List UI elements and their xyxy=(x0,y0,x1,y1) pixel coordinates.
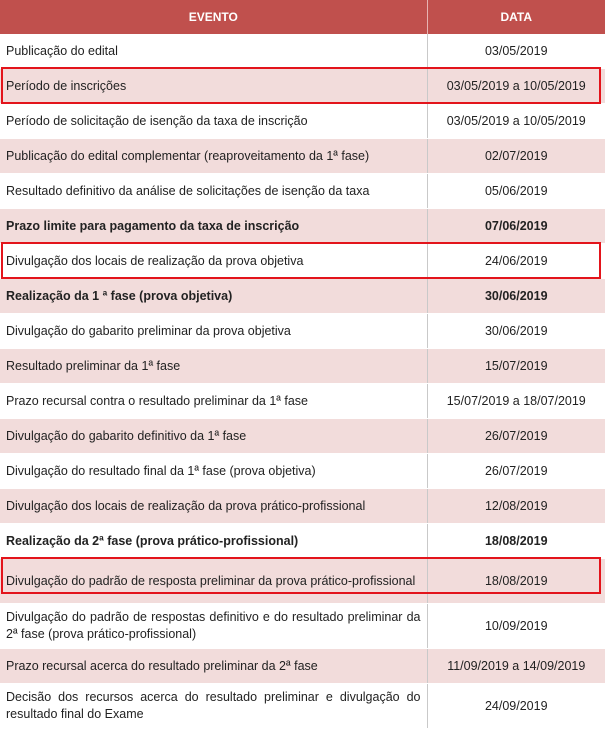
date-cell: 18/08/2019 xyxy=(427,524,605,559)
table-row xyxy=(0,524,605,559)
header-event: EVENTO xyxy=(0,0,427,34)
date-cell: 03/05/2019 xyxy=(427,34,605,69)
date-cell: 03/05/2019 a 10/05/2019 xyxy=(427,104,605,139)
date-cell: 05/06/2019 xyxy=(427,174,605,209)
event-cell: Período de inscrições xyxy=(0,69,427,104)
event-cell: Divulgação do padrão de resposta preliminar da prova prático-profissional xyxy=(0,559,427,604)
event-cell: Divulgação do gabarito preliminar da prova objetiva xyxy=(0,314,427,349)
event-cell: Prazo limite para pagamento da taxa de inscrição xyxy=(0,209,427,244)
table-row xyxy=(0,489,605,524)
event-cell: Divulgação do resultado final da 1ª fase (prova objetiva) xyxy=(0,454,427,489)
event-cell: Realização da 2ª fase (prova prático-profissional) xyxy=(0,524,427,559)
table-row xyxy=(0,314,605,349)
table-row xyxy=(0,244,605,279)
date-cell: 07/06/2019 xyxy=(427,209,605,244)
date-cell: 24/09/2019 xyxy=(427,684,605,729)
date-cell: 30/06/2019 xyxy=(427,314,605,349)
header-date: DATA xyxy=(427,0,605,34)
date-cell: 12/08/2019 xyxy=(427,489,605,524)
table-row xyxy=(0,69,605,104)
event-cell: Divulgação do gabarito definitivo da 1ª fase xyxy=(0,419,427,454)
table-row xyxy=(0,279,605,314)
date-cell: 10/09/2019 xyxy=(427,604,605,649)
table-row xyxy=(0,139,605,174)
date-cell: 26/07/2019 xyxy=(427,454,605,489)
table-row xyxy=(0,34,605,69)
table-row xyxy=(0,349,605,384)
table-header xyxy=(0,0,605,34)
table-row xyxy=(0,604,605,649)
table-row xyxy=(0,419,605,454)
table-row xyxy=(0,209,605,244)
table-row xyxy=(0,649,605,684)
table-row xyxy=(0,384,605,419)
event-cell: Publicação do edital xyxy=(0,34,427,69)
date-cell: 18/08/2019 xyxy=(427,559,605,604)
table-body xyxy=(0,34,605,729)
date-cell: 15/07/2019 xyxy=(427,349,605,384)
header-row xyxy=(0,0,605,34)
event-cell: Publicação do edital complementar (reaproveitamento da 1ª fase) xyxy=(0,139,427,174)
table-row xyxy=(0,104,605,139)
event-cell: Prazo recursal contra o resultado preliminar da 1ª fase xyxy=(0,384,427,419)
event-cell: Divulgação do padrão de respostas definitivo e do resultado preliminar da 2ª fase (prova prático-profissional) xyxy=(0,604,427,649)
event-cell: Período de solicitação de isenção da taxa de inscrição xyxy=(0,104,427,139)
table-row xyxy=(0,174,605,209)
event-cell: Decisão dos recursos acerca do resultado preliminar e divulgação do resultado final do Exame xyxy=(0,684,427,729)
date-cell: 02/07/2019 xyxy=(427,139,605,174)
date-cell: 03/05/2019 a 10/05/2019 xyxy=(427,69,605,104)
date-cell: 15/07/2019 a 18/07/2019 xyxy=(427,384,605,419)
event-cell: Realização da 1 ª fase (prova objetiva) xyxy=(0,279,427,314)
event-cell: Prazo recursal acerca do resultado preliminar da 2ª fase xyxy=(0,649,427,684)
event-cell: Divulgação dos locais de realização da prova objetiva xyxy=(0,244,427,279)
date-cell: 11/09/2019 a 14/09/2019 xyxy=(427,649,605,684)
event-cell: Divulgação dos locais de realização da prova prático-profissional xyxy=(0,489,427,524)
date-cell: 24/06/2019 xyxy=(427,244,605,279)
event-cell: Resultado definitivo da análise de solicitações de isenção da taxa xyxy=(0,174,427,209)
date-cell: 26/07/2019 xyxy=(427,419,605,454)
event-cell: Resultado preliminar da 1ª fase xyxy=(0,349,427,384)
table-row xyxy=(0,684,605,729)
table-row xyxy=(0,454,605,489)
table-row xyxy=(0,559,605,604)
date-cell: 30/06/2019 xyxy=(427,279,605,314)
